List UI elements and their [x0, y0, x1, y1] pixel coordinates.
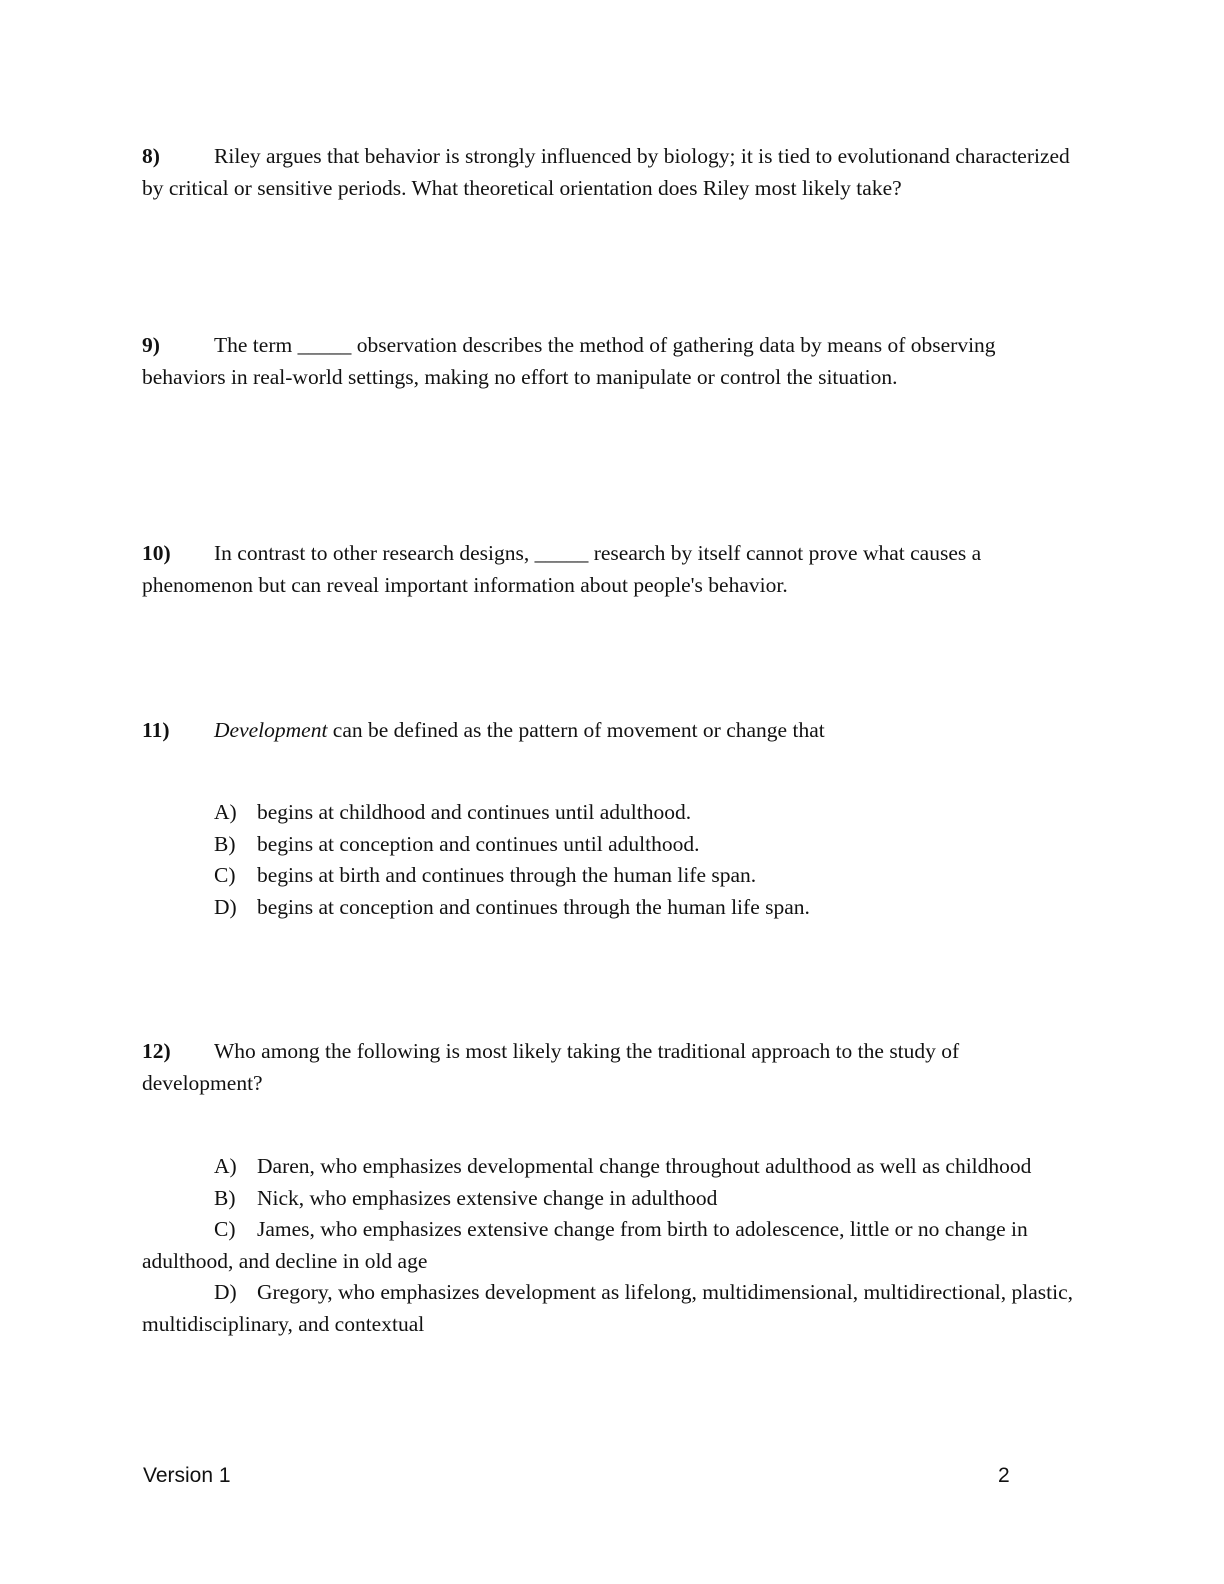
- question-text: The term _____ observation describes the method of gathering data by means of observing behaviors in real-world settings, making no effort to manipulate or control the situation.: [142, 333, 996, 389]
- option-text: begins at conception and continues until adulthood.: [257, 831, 700, 856]
- question-text: Riley argues that behavior is strongly influenced by biology; it is tied to evolutionand characterized by critical or sensitive periods. What theoretical orientation does Riley most likely take?: [142, 144, 1070, 200]
- answer-option-a: [142, 1151, 1082, 1183]
- question-9: [142, 330, 1082, 393]
- question-10: [142, 538, 1082, 601]
- answer-option-a: [142, 797, 1082, 829]
- answer-option-b: [142, 829, 1082, 861]
- question-12: [142, 1036, 1082, 1099]
- option-letter: D): [214, 894, 237, 919]
- answer-option-b: [142, 1183, 1082, 1215]
- option-letter: B): [214, 831, 236, 856]
- answer-options-11: [142, 797, 1082, 923]
- option-text: begins at childhood and continues until adulthood.: [257, 800, 692, 824]
- option-text: begins at birth and continues through the human life span.: [257, 863, 757, 887]
- footer-page-number: 2: [998, 1464, 1010, 1487]
- option-letter: C): [214, 863, 236, 887]
- option-text: James, who emphasizes extensive change from birth to adolescence, little or no change in adulthood, and decline in old age: [142, 1217, 1028, 1273]
- question-text: can be defined as the pattern of movement or change that: [327, 718, 825, 742]
- question-number: 12): [142, 1039, 171, 1063]
- option-letter: D): [214, 1280, 237, 1304]
- option-letter: A): [214, 800, 237, 824]
- option-letter: A): [214, 1154, 237, 1178]
- question-text: In contrast to other research designs, _____ research by itself cannot prove what causes a phenomenon but can reveal important information about people's behavior.: [142, 541, 982, 597]
- option-letter: B): [214, 1185, 236, 1210]
- answer-option-d: [142, 892, 1082, 924]
- question-text: Who among the following is most likely taking the traditional approach to the study of development?: [142, 1039, 960, 1095]
- footer-version: Version 1: [143, 1464, 231, 1487]
- question-8: [142, 141, 1082, 204]
- option-letter: C): [214, 1217, 236, 1241]
- question-number: 11): [142, 718, 170, 742]
- answer-option-c: [142, 1214, 1082, 1277]
- question-number: 8): [142, 144, 160, 168]
- question-11: [142, 715, 1082, 747]
- option-text: begins at conception and continues through the human life span.: [257, 894, 810, 919]
- option-text: Daren, who emphasizes developmental change throughout adulthood as well as childhood: [257, 1154, 1032, 1178]
- question-number: 9): [142, 333, 160, 357]
- italic-term: Development: [214, 718, 328, 742]
- answer-option-d: [142, 1277, 1082, 1340]
- question-number: 10): [142, 541, 171, 565]
- answer-options-12: [142, 1151, 1082, 1340]
- option-text: Nick, who emphasizes extensive change in adulthood: [257, 1185, 718, 1210]
- option-text: Gregory, who emphasizes development as lifelong, multidimensional, multidirectional, plastic, multidisciplinary, and contextual: [142, 1280, 1074, 1336]
- answer-option-c: [142, 860, 1082, 892]
